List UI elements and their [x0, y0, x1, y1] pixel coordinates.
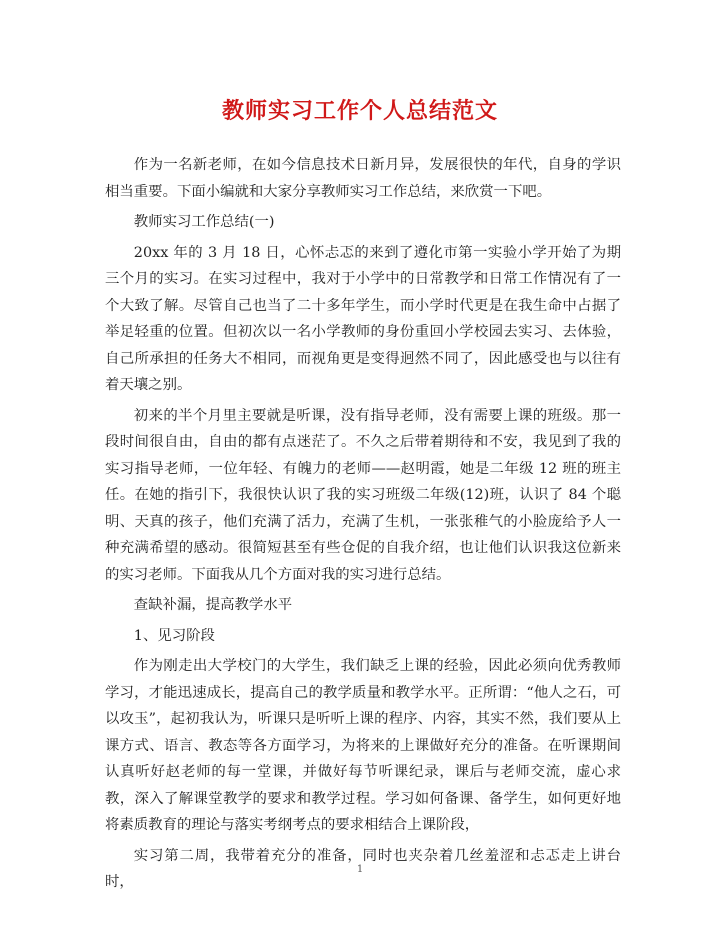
intro-paragraph: 作为一名新老师，在如今信息技术日新月异，发展很快的年代，自身的学识相当重要。下面小编就和大家分享教师实习工作总结，来欣赏一下吧。: [105, 157, 621, 200]
body-paragraph: 实习第二周，我带着充分的准备，同时也夹杂着几丝羞涩和忐忑走上讲台时，: [105, 847, 621, 890]
body-paragraph: 作为刚走出大学校门的大学生，我们缺乏上课的经验，因此必须向优秀教师学习，才能迅速成长，提高自己的教学质量和教学水平。正所谓：“他人之石，可以攻玉”，起初我认为，听课只是听听上课的程序、内容，其实不然，我们要从上课方式、语言、教态等各方面学习，为将来的上课做好充分的准备。在听课期间认真听好赵老师的每一堂课，并做好每节听课纪录，课后与老师交流，虚心求教，深入了解课堂教学的要求和教学过程。学习如何备课、备学生，如何更好地将素质教育的理论与落实考纲考点的要求相结合上课阶段，: [105, 658, 621, 833]
subsection-heading: 1、见习阶段: [133, 627, 215, 644]
document-body: [105, 152, 621, 900]
section-heading: 教师实习工作总结(一): [133, 214, 275, 230]
body-paragraph: 20xx 年的 3 月 18 日，心怀忐忑的来到了遵化市第一实验小学开始了为期三个月的实习。在实习过程中，我对于小学中的日常教学和日常工作情况有了一个大致了解。尽管自己也当了二十多年学生，而小学时代更是在我生命中占据了举足轻重的位置。但初次以一名小学教师的身份重回小学校园去实习、去体验，自己所承担的任务大不相同，而视角更是变得迥然不同了，因此感受也与以往有着天壤之别。: [105, 244, 621, 393]
subsection-heading: 查缺补漏，提高教学水平: [133, 597, 293, 613]
page-number: 1: [356, 864, 364, 875]
body-paragraph: 初来的半个月里主要就是听课，没有指导老师，没有需要上课的班级。那一段时间很自由，自由的都有点迷茫了。不久之后带着期待和不安，我见到了我的实习指导老师，一位年轻、有魄力的老师——赵明霞，她是二年级 12 班的班主任。在她的指引下，我很快认识了我的实习班级二年级(12)班，认识了 84 个聪明、天真的孩子，他们充满了活力，充满了生机，一张张稚气的小脸庞给予人一种充满希望的感动。很简短甚至有些仓促的自我介绍，也让他们认识我这位新来的实习老师。下面我从几个方面对我的实习进行总结。: [105, 407, 621, 583]
page-title: 教师实习工作个人总结范文: [221, 99, 498, 124]
